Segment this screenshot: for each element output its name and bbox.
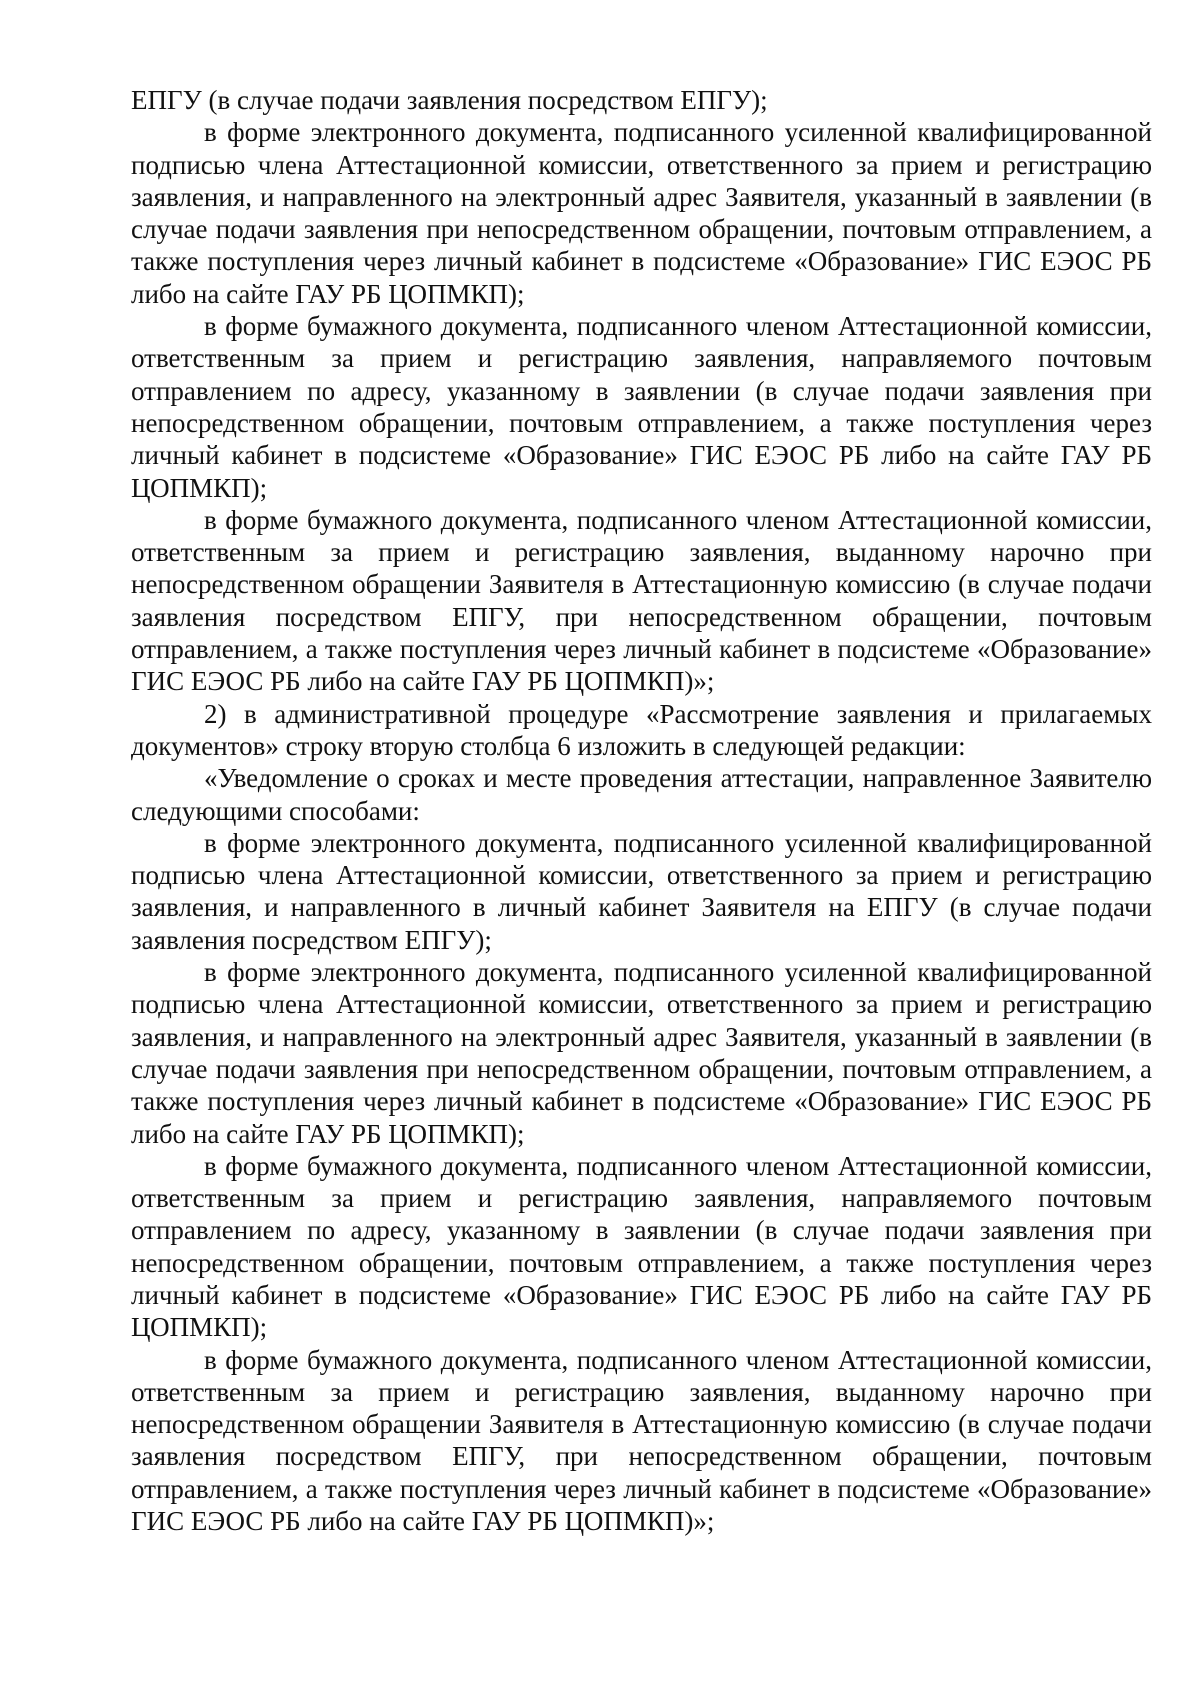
paragraph-item-2: 2) в административной процедуре «Рассмотрение заявления и прилагаемых документов» строку вторую столбца 6 изложить в следующей редакции: [131, 698, 1152, 761]
paragraph-paper-mail-2: в форме бумажного документа, подписанного членом Аттестационной комиссии, ответственным за прием и регистрацию заявления, направляемого почтовым отправлением по адресу, указанному в заявлении (в случае подачи заявления при непосредственном обращении, почтовым отправлением, а также поступления через личный кабинет в подсистеме «Образование» ГИС ЕЭОС РБ либо на сайте ГАУ РБ ЦОПМКП); [131, 1150, 1152, 1343]
document-page [131, 84, 1152, 1537]
paragraph-electronic-epgu: в форме электронного документа, подписанного усиленной квалифицированной подписью члена Аттестационной комиссии, ответственного за прием и регистрацию заявления, и направленного в личный кабинет Заявителя на ЕПГУ (в случае подачи заявления посредством ЕПГУ); [131, 827, 1152, 955]
paragraph-epgu-end: ЕПГУ (в случае подачи заявления посредством ЕПГУ); [131, 85, 768, 115]
paragraph-electronic-email-1: в форме электронного документа, подписанного усиленной квалифицированной подписью члена Аттестационной комиссии, ответственного за прием и регистрацию заявления, и направленного на электронный адрес Заявителя, указанный в заявлении (в случае подачи заявления при непосредственном обращении, почтовым отправлением, а также поступления через личный кабинет в подсистеме «Образование» ГИС ЕЭОС РБ либо на сайте ГАУ РБ ЦОПМКП); [131, 117, 1152, 309]
paragraph-paper-mail-1: в форме бумажного документа, подписанного членом Аттестационной комиссии, ответственным за прием и регистрацию заявления, направляемого почтовым отправлением по адресу, указанному в заявлении (в случае подачи заявления при непосредственном обращении, почтовым отправлением, а также поступления через личный кабинет в подсистеме «Образование» ГИС ЕЭОС РБ либо на сайте ГАУ РБ ЦОПМКП); [131, 311, 1152, 503]
paragraph-paper-hand-2: в форме бумажного документа, подписанного членом Аттестационной комиссии, ответственным за прием и регистрацию заявления, выданному нарочно при непосредственном обращении Заявителя в Аттестационную комиссию (в случае подачи заявления посредством ЕПГУ, при непосредственном обращении, почтовым отправлением, а также поступления через личный кабинет в подсистеме «Образование» ГИС ЕЭОС РБ либо на сайте ГАУ РБ ЦОПМКП)»; [131, 1344, 1152, 1537]
paragraph-paper-hand-1: в форме бумажного документа, подписанного членом Аттестационной комиссии, ответственным за прием и регистрацию заявления, выданному нарочно при непосредственном обращении Заявителя в Аттестационную комиссию (в случае подачи заявления посредством ЕПГУ, при непосредственном обращении, почтовым отправлением, а также поступления через личный кабинет в подсистеме «Образование» ГИС ЕЭОС РБ либо на сайте ГАУ РБ ЦОПМКП)»; [131, 504, 1152, 697]
paragraph-electronic-email-2: в форме электронного документа, подписанного усиленной квалифицированной подписью члена Аттестационной комиссии, ответственного за прием и регистрацию заявления, и направленного на электронный адрес Заявителя, указанный в заявлении (в случае подачи заявления при непосредственном обращении, почтовым отправлением, а также поступления через личный кабинет в подсистеме «Образование» ГИС ЕЭОС РБ либо на сайте ГАУ РБ ЦОПМКП); [131, 957, 1152, 1149]
paragraph-notification: «Уведомление о сроках и месте проведения аттестации, направленное Заявителю следующими способами: [131, 763, 1152, 826]
